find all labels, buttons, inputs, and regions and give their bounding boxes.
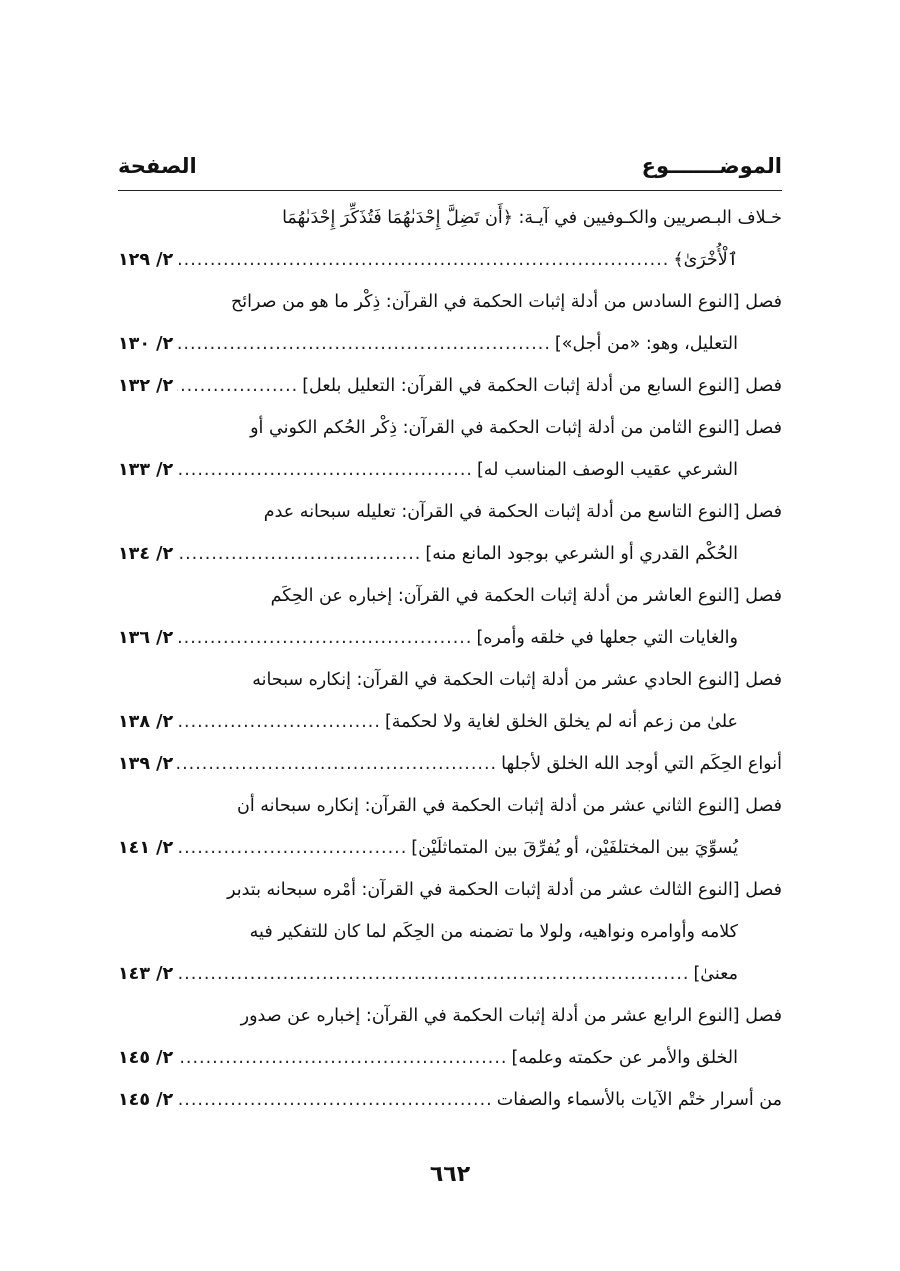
toc-entry-page: ٢/ ١٣٨ bbox=[118, 712, 174, 732]
toc-entry-page: ٢/ ١٣٣ bbox=[118, 460, 174, 480]
toc-entry-line bbox=[118, 197, 782, 239]
toc-entry-line bbox=[118, 533, 782, 575]
toc-entry bbox=[118, 575, 782, 659]
toc-entry-page: ٢/ ١٢٩ bbox=[118, 250, 174, 270]
toc-entry bbox=[118, 743, 782, 785]
toc-entry-line bbox=[118, 365, 782, 407]
toc-entry bbox=[118, 407, 782, 491]
toc-entry-line bbox=[118, 1037, 782, 1079]
toc-entry-page: ٢/ ١٣٤ bbox=[118, 544, 174, 564]
toc-entry-line bbox=[118, 911, 782, 953]
toc-entry-page: ٢/ ١٤٥ bbox=[118, 1090, 174, 1110]
toc-entry-text: فصل [النوع الحادي عشر من أدلة إثبات الحكمة في القرآن: إنكاره سبحانه bbox=[252, 670, 782, 690]
toc-entry-text: والغايات التي جعلها في خلقه وأمره] bbox=[476, 628, 738, 648]
toc-header bbox=[118, 150, 782, 191]
toc-entry-text: علىٰ من زعم أنه لم يخلق الخلق لغاية ولا لحكمة] bbox=[384, 712, 738, 732]
toc-entry-text: يُسوِّيَ بين المختلفَيْن، أو يُفرِّقَ بين المتماثلَيْن] bbox=[411, 838, 738, 858]
toc-entry bbox=[118, 785, 782, 869]
toc-entry-text: ٱلْأُخْرَىٰ﴾ bbox=[673, 250, 738, 270]
toc-entry-text: الخلق والأمر عن حكمته وعلمه] bbox=[511, 1048, 738, 1068]
toc-entry-text: أنواع الحِكَم التي أوجد الله الخلق لأجلها bbox=[501, 754, 782, 774]
toc-entry-line bbox=[118, 407, 782, 449]
dot-leader bbox=[177, 617, 472, 659]
dot-leader bbox=[177, 701, 381, 743]
dot-leader bbox=[177, 827, 407, 869]
toc-entry-page: ٢/ ١٤٥ bbox=[118, 1048, 174, 1068]
toc-entry-line bbox=[118, 701, 782, 743]
toc-entry-text: الحُكْم القدري أو الشرعي بوجود المانع منه] bbox=[425, 544, 738, 564]
toc-entry-text: التعليل، وهو: «من أجل»] bbox=[554, 334, 738, 354]
toc-entry-line bbox=[118, 617, 782, 659]
toc-entry-text: فصل [النوع الرابع عشر من أدلة إثبات الحكمة في القرآن: إخباره عن صدور bbox=[240, 1006, 782, 1026]
dot-leader bbox=[177, 533, 421, 575]
toc-entry bbox=[118, 491, 782, 575]
toc-entry-text: الشرعي عقيب الوصف المناسب له] bbox=[476, 460, 738, 480]
page-number: ٦٦٢ bbox=[429, 1162, 471, 1187]
toc-entry-line bbox=[118, 281, 782, 323]
toc-entry bbox=[118, 365, 782, 407]
dot-leader bbox=[177, 365, 298, 407]
toc-entry-line bbox=[118, 491, 782, 533]
toc-entry-page: ٢/ ١٤١ bbox=[118, 838, 174, 858]
dot-leader bbox=[177, 743, 497, 785]
toc-entry-text: كلامه وأوامره ونواهيه، ولولا ما تضمنه من الحِكَم لما كان للتفكير فيه bbox=[249, 922, 738, 942]
toc-entry-page: ٢/ ١٣٦ bbox=[118, 628, 174, 648]
toc-entry-text: فصل [النوع الثامن من أدلة إثبات الحكمة في القرآن: ذِكْر الحُكم الكوني أو bbox=[250, 418, 782, 438]
toc-entry-page: ٢/ ١٣٢ bbox=[118, 376, 174, 396]
toc-entry-line bbox=[118, 743, 782, 785]
toc-entry bbox=[118, 869, 782, 995]
toc-entry bbox=[118, 197, 782, 281]
toc-entry-line bbox=[118, 575, 782, 617]
toc-entry-line bbox=[118, 323, 782, 365]
dot-leader bbox=[177, 449, 473, 491]
toc-entry-page: ٢/ ١٣٠ bbox=[118, 334, 174, 354]
toc-entry-text: من أسرار ختْم الآيات بالأسماء والصفات bbox=[496, 1090, 782, 1110]
dot-leader bbox=[177, 1079, 493, 1121]
toc-entry-line bbox=[118, 785, 782, 827]
table-of-contents bbox=[118, 197, 782, 1121]
toc-entry-line bbox=[118, 239, 782, 281]
toc-entry bbox=[118, 281, 782, 365]
dot-leader bbox=[177, 1037, 507, 1079]
toc-entry-text: معنىٰ] bbox=[693, 964, 738, 984]
topic-column-heading: الموضـــــــوع bbox=[641, 154, 782, 178]
toc-entry-page: ٢/ ١٤٣ bbox=[118, 964, 174, 984]
toc-entry-line bbox=[118, 659, 782, 701]
toc-entry-text: فصل [النوع الثاني عشر من أدلة إثبات الحكمة في القرآن: إنكاره سبحانه أن bbox=[237, 796, 782, 816]
toc-entry-line bbox=[118, 827, 782, 869]
toc-entry-text: فصل [النوع التاسع من أدلة إثبات الحكمة في القرآن: تعليله سبحانه عدم bbox=[263, 502, 782, 522]
toc-entry-line bbox=[118, 869, 782, 911]
dot-leader bbox=[177, 323, 551, 365]
page-column-heading: الصفحة bbox=[118, 154, 197, 178]
toc-entry-page: ٢/ ١٣٩ bbox=[118, 754, 174, 774]
toc-entry-text: فصل [النوع السادس من أدلة إثبات الحكمة في القرآن: ذِكْر ما هو من صرائح bbox=[231, 292, 782, 312]
dot-leader bbox=[177, 953, 689, 995]
toc-entry-text: خـلاف البـصريين والكـوفيين في آيـة: ﴿أَن تَضِلَّ إِحْدَىٰهُمَا فَتُذَكِّرَ إِحْدَىٰهُمَا bbox=[282, 208, 782, 228]
toc-entry-line bbox=[118, 953, 782, 995]
toc-entry-text: فصل [النوع السابع من أدلة إثبات الحكمة في القرآن: التعليل بلعل] bbox=[302, 376, 782, 396]
toc-entry bbox=[118, 995, 782, 1079]
toc-entry bbox=[118, 659, 782, 743]
toc-entry-text: فصل [النوع العاشر من أدلة إثبات الحكمة في القرآن: إخباره عن الحِكَم bbox=[270, 586, 782, 606]
toc-entry-text: فصل [النوع الثالث عشر من أدلة إثبات الحكمة في القرآن: أمْره سبحانه بتدبر bbox=[227, 880, 782, 900]
toc-entry-line bbox=[118, 995, 782, 1037]
toc-entry-line bbox=[118, 449, 782, 491]
toc-entry-line bbox=[118, 1079, 782, 1121]
dot-leader bbox=[177, 239, 669, 281]
toc-entry bbox=[118, 1079, 782, 1121]
